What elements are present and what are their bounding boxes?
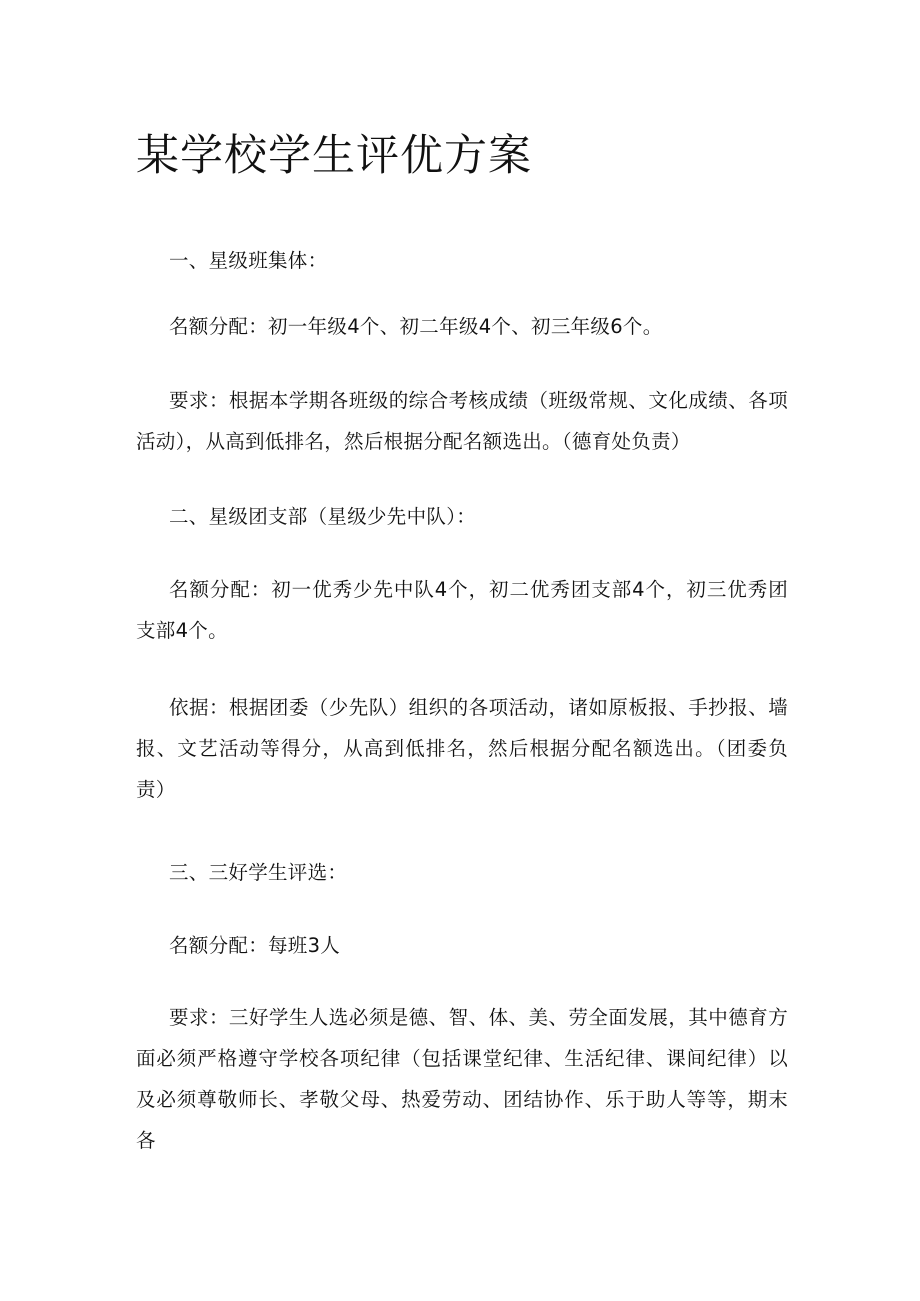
section-heading-star-league-branch: 二、星级团支部（星级少先中队）： (169, 505, 477, 528)
paragraph-quota-star-class: 名额分配：初一年级4个、初二年级4个、初三年级6个。 (169, 315, 663, 338)
page-title: 某学校学生评优方案 (136, 131, 532, 181)
paragraph-basis-star-league-branch: 依据：根据团委（少先队）组织的各项活动，诸如原板报、手抄报、墙报、文艺活动等得分，从高到低排名，然后根据分配名额选出。（团委负责） (136, 696, 788, 801)
section-heading-merit-student: 三、三好学生评选： (169, 861, 348, 884)
paragraph-requirement-merit-student: 要求：三好学生人选必须是德、智、体、美、劳全面发展，其中德育方面必须严格遵守学校各项纪律（包括课堂纪律、生活纪律、课间纪律）以及必须尊敬师长、孝敬父母、热爱劳动、团结协作、乐于助人等等，期末各 (136, 1006, 788, 1152)
paragraph-quota-merit-student: 名额分配：每班3人 (169, 934, 341, 957)
paragraph-quota-star-league-branch: 名额分配：初一优秀少先中队4个，初二优秀团支部4个，初三优秀团支部4个。 (136, 578, 788, 642)
paragraph-requirement-star-class: 要求：根据本学期各班级的综合考核成绩（班级常规、文化成绩、各项活动），从高到低排名，然后根据分配名额选出。（德育处负责） (136, 389, 788, 453)
section-heading-star-class: 一、星级班集体： (169, 249, 328, 272)
